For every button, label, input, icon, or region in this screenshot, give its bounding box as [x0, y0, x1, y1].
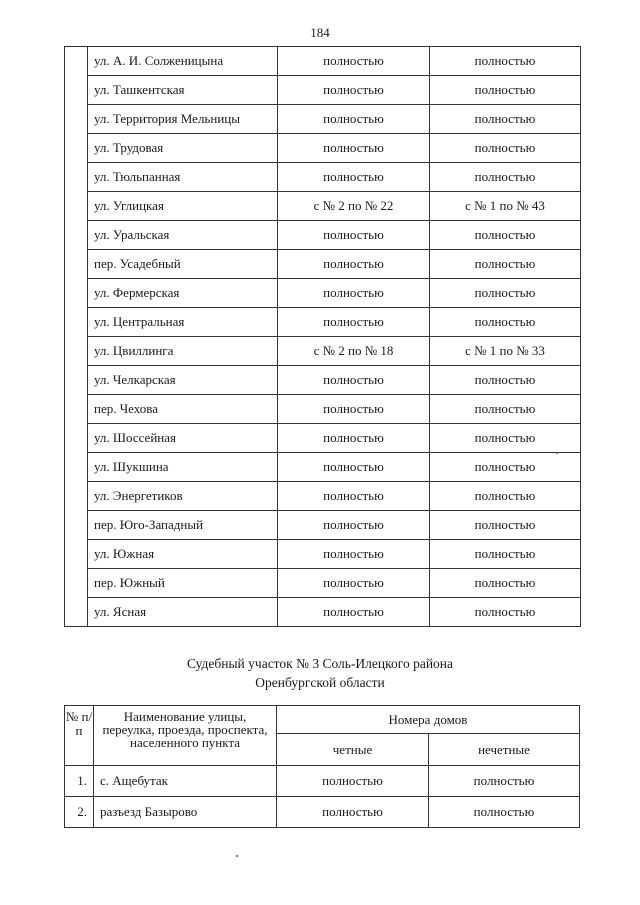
odd-houses: полностью: [429, 797, 580, 828]
row-number-cell: [65, 366, 88, 395]
header-house-numbers: Номера домов: [277, 706, 580, 734]
even-houses: полностью: [278, 424, 430, 453]
district-subtitle: [0, 654, 640, 692]
scan-speck: [236, 855, 238, 857]
row-number-cell: [65, 424, 88, 453]
table-row: [65, 569, 581, 598]
table-row: [65, 482, 581, 511]
even-houses: полностью: [278, 395, 430, 424]
table-row: [65, 76, 581, 105]
table-row: [65, 192, 581, 221]
table-row: [65, 47, 581, 76]
odd-houses: полностью: [430, 308, 581, 337]
street-name: ул. Углицкая: [88, 192, 278, 221]
even-houses: полностью: [278, 598, 430, 627]
page-number: 184: [310, 25, 330, 40]
street-name: ул. Энергетиков: [88, 482, 278, 511]
streets-table: [64, 46, 581, 627]
scan-speck: [556, 452, 558, 454]
row-number-cell: [65, 105, 88, 134]
row-number-cell: [65, 511, 88, 540]
odd-houses: полностью: [430, 395, 581, 424]
even-houses: полностью: [278, 482, 430, 511]
row-number-cell: [65, 76, 88, 105]
odd-houses: полностью: [430, 482, 581, 511]
table-row: [65, 797, 580, 828]
odd-houses: полностью: [430, 540, 581, 569]
table-row: [65, 511, 581, 540]
row-number-cell: [65, 163, 88, 192]
even-houses: полностью: [278, 134, 430, 163]
table-row: [65, 598, 581, 627]
subtitle-line-1: Судебный участок № 3 Соль-Илецкого района: [186, 656, 454, 671]
street-name: ул. Трудовая: [88, 134, 278, 163]
table-row: [65, 766, 580, 797]
street-name: пер. Чехова: [88, 395, 278, 424]
street-name: ул. Территория Мельницы: [88, 105, 278, 134]
row-number-cell: [65, 569, 88, 598]
odd-houses: полностью: [430, 279, 581, 308]
district-table-body: [65, 766, 580, 828]
row-number-cell: [65, 192, 88, 221]
odd-houses: полностью: [429, 766, 580, 797]
even-houses: с № 2 по № 22: [278, 192, 430, 221]
odd-houses: полностью: [430, 105, 581, 134]
odd-houses: полностью: [430, 47, 581, 76]
odd-houses: полностью: [430, 366, 581, 395]
even-houses: полностью: [278, 366, 430, 395]
street-name: ул. Шоссейная: [88, 424, 278, 453]
even-houses: полностью: [278, 453, 430, 482]
street-name: ул. А. И. Солженицына: [88, 47, 278, 76]
table-row: [65, 395, 581, 424]
row-number-cell: [65, 453, 88, 482]
row-number-cell: [65, 337, 88, 366]
even-houses: полностью: [278, 221, 430, 250]
subtitle-line-2: Оренбургской области: [255, 675, 385, 690]
even-houses: полностью: [278, 76, 430, 105]
header-street-name: Наименование улицы, переулка, проезда, проспекта, населенного пункта: [94, 706, 277, 766]
row-number-cell: [65, 221, 88, 250]
street-name: пер. Юго-Западный: [88, 511, 278, 540]
odd-houses: полностью: [430, 250, 581, 279]
row-number: 1.: [65, 766, 94, 797]
table-row: [65, 279, 581, 308]
even-houses: полностью: [278, 569, 430, 598]
street-name: ул. Центральная: [88, 308, 278, 337]
table-row: [65, 134, 581, 163]
table-row: [65, 250, 581, 279]
even-houses: полностью: [278, 279, 430, 308]
table-row: [65, 453, 581, 482]
row-number-cell: [65, 482, 88, 511]
table-row: [65, 424, 581, 453]
even-houses: полностью: [278, 511, 430, 540]
row-number-cell: [65, 540, 88, 569]
row-number-cell: [65, 279, 88, 308]
header-number: № п/п: [65, 706, 94, 766]
even-houses: полностью: [278, 250, 430, 279]
street-name: пер. Усадебный: [88, 250, 278, 279]
odd-houses: полностью: [430, 598, 581, 627]
even-houses: с № 2 по № 18: [278, 337, 430, 366]
street-name: ул. Южная: [88, 540, 278, 569]
even-houses: полностью: [278, 163, 430, 192]
even-houses: полностью: [278, 308, 430, 337]
odd-houses: полностью: [430, 569, 581, 598]
row-number-cell: [65, 134, 88, 163]
settlement-name: разъезд Базырово: [94, 797, 277, 828]
settlement-name: с. Ащебутак: [94, 766, 277, 797]
odd-houses: полностью: [430, 76, 581, 105]
row-number: 2.: [65, 797, 94, 828]
table-row: [65, 540, 581, 569]
odd-houses: полностью: [430, 163, 581, 192]
table-row: [65, 105, 581, 134]
odd-houses: полностью: [430, 221, 581, 250]
table-row: [65, 337, 581, 366]
row-number-cell: [65, 47, 88, 76]
row-number-cell: [65, 395, 88, 424]
table-row: [65, 366, 581, 395]
street-name: ул. Челкарская: [88, 366, 278, 395]
street-name: ул. Шукшина: [88, 453, 278, 482]
street-name: ул. Ташкентская: [88, 76, 278, 105]
street-name: ул. Фермерская: [88, 279, 278, 308]
streets-table-body: [65, 47, 581, 627]
street-name: ул. Тюльпанная: [88, 163, 278, 192]
odd-houses: полностью: [430, 511, 581, 540]
even-houses: полностью: [278, 47, 430, 76]
table-row: [65, 308, 581, 337]
street-name: ул. Ясная: [88, 598, 278, 627]
street-name: ул. Уральская: [88, 221, 278, 250]
table-row: [65, 221, 581, 250]
odd-houses: полностью: [430, 424, 581, 453]
row-number-cell: [65, 308, 88, 337]
odd-houses: с № 1 по № 33: [430, 337, 581, 366]
row-number-cell: [65, 250, 88, 279]
header-even: четные: [277, 734, 429, 766]
street-name: ул. Цвиллинга: [88, 337, 278, 366]
odd-houses: с № 1 по № 43: [430, 192, 581, 221]
even-houses: полностью: [278, 540, 430, 569]
odd-houses: полностью: [430, 134, 581, 163]
district-table: [64, 705, 580, 828]
row-number-cell: [65, 598, 88, 627]
table-row: [65, 163, 581, 192]
even-houses: полностью: [278, 105, 430, 134]
even-houses: полностью: [277, 797, 429, 828]
street-name: пер. Южный: [88, 569, 278, 598]
odd-houses: полностью: [430, 453, 581, 482]
header-odd: нечетные: [429, 734, 580, 766]
even-houses: полностью: [277, 766, 429, 797]
